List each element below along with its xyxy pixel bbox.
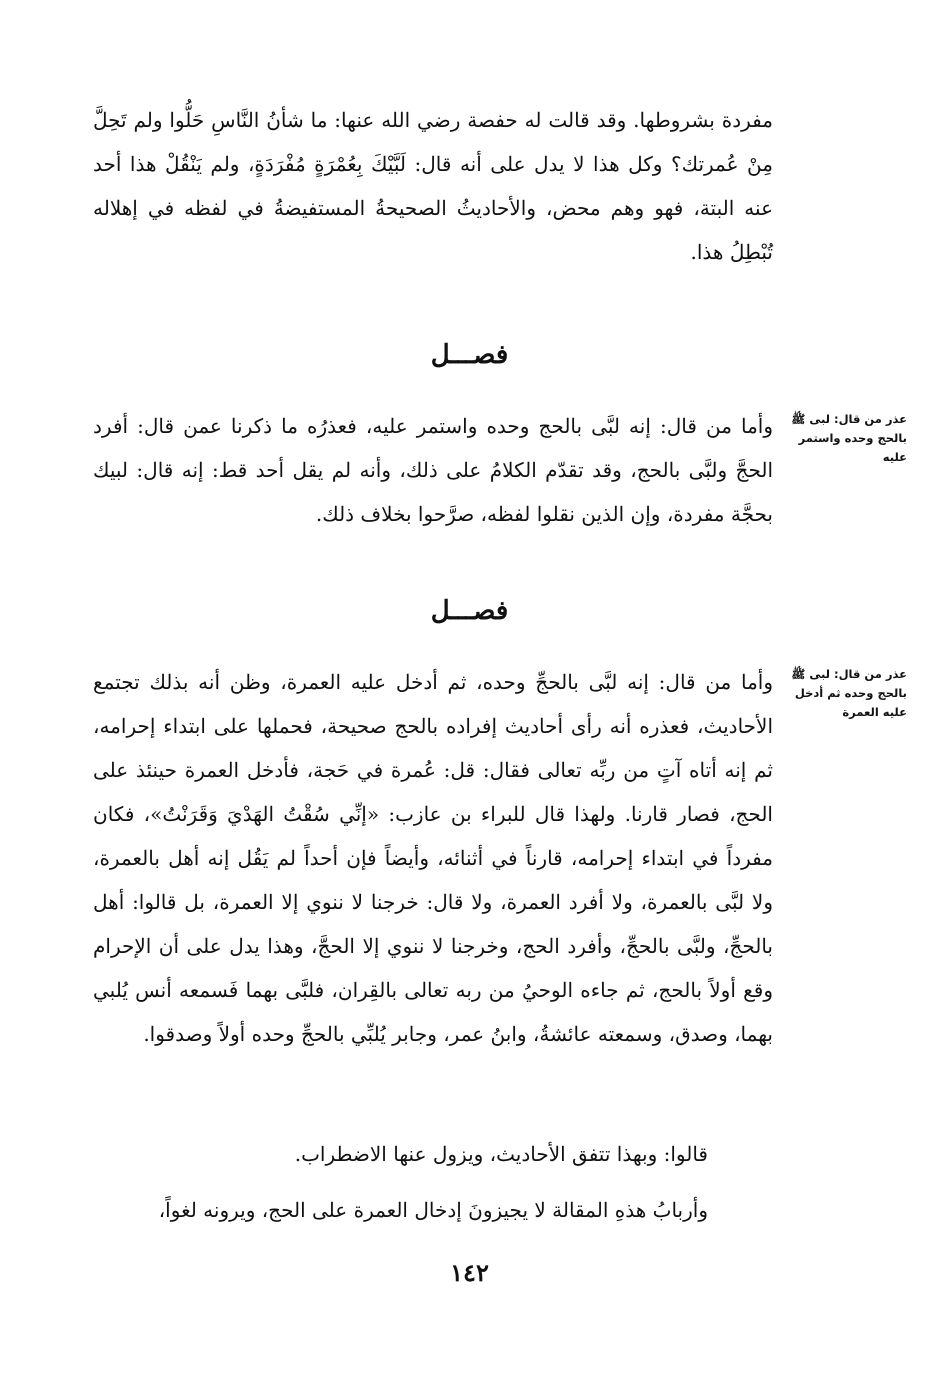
section-heading-2: فصـــل (430, 596, 509, 626)
page-number: ١٤٢ (450, 1258, 489, 1287)
paragraph-2: وأما من قال: إنه لبَّى بالحج وحده واستمر عليه، فعذرُه ما ذكرنا عمن قال: أفرد الحجَّ ولبَّى بالحج، وقد تقدّم الكلامُ على ذلك، وأنه لم يقل أحد قط: إنه قال: لبيك بحجَّة مفردة، وإن الذين نقلوا لفظه، صرَّحوا بخلاف ذلك. (93, 414, 773, 526)
paragraph-5: وأربابُ هذهِ المقالة لا يجيزونَ إدخال العمرة على الحج، ويرونه لغواً، (158, 1198, 708, 1222)
section-heading-1: فصـــل (430, 340, 509, 370)
paragraph-3: وأما من قال: إنه لبَّى بالحجِّ وحده، ثم أدخل عليه العمرة، وظن أنه بذلك تجتمع الأحاديث، فعذره أنه رأى أحاديث إفراده بالحج صحيحة، فحملها على ابتداء إحرامه، ثم إنه أتاه آتٍ من ربِّه تعالى فقال: قل: عُمرة في حَجة، فأدخل العمرة حينئذ على الحج، فصار قارنا. ولهذا قال للبراء بن عازب: «إنِّي سُقْتُ الهَدْيَ وَقَرَنْتُ»، فكان مفرداً في ابتداء إحرامه، قارناً في أثنائه، وأيضاً فإن أحداً لم يَقُل إنه أهل بالعمرة، ولا لبَّى بالعمرة، ولا أفرد العمرة، ولا قال: خرجنا لا ننوي إلا العمرة، بل قالوا: أهل بالحجِّ، ولبَّى بالحجِّ، وأفرد الحج، وخرجنا لا ننوي إلا الحجَّ، وهذا يدل على أن الإحرام وقع أولاً بالحج، ثم جاءه الوحيُ من ربه تعالى بالقِران، فلبَّى بهما فَسمعه أنس يُلبي بهما، وصدق، وسمعته عائشةُ، وابنُ عمر، وجابر يُلبِّي بالحجِّ وحده أولاً وصدقوا. (93, 670, 773, 1046)
margin-note-1: عذر من قال: لبى ﷺ بالحج وحده واستمر عليه (791, 412, 907, 464)
paragraph-1: مفردة بشروطها. وقد قالت له حفصة رضي الله عنها: ما شأنُ النَّاسِ حَلُّوا ولم تَحِلَّ مِنْ عُمرتك؟ وكل هذا لا يدل على أنه قال: لَبَّيْكَ بِعُمْرَةٍ مُفْرَدَةٍ، ولم يَنْقُلْ هذا أحد عنه البتة، فهو وهم محض، والأحاديثُ الصحيحةُ المستفيضةُ في لفظه في إهلاله تُبْطِلُ هذا. (93, 108, 773, 264)
paragraph-4: قالوا: وبهذا تتفق الأحاديث، ويزول عنها الاضطراب. (294, 1142, 708, 1166)
margin-note-2: عذر من قال: لبى ﷺ بالحج وحده ثم أدخل عليه العمرة (791, 667, 907, 719)
